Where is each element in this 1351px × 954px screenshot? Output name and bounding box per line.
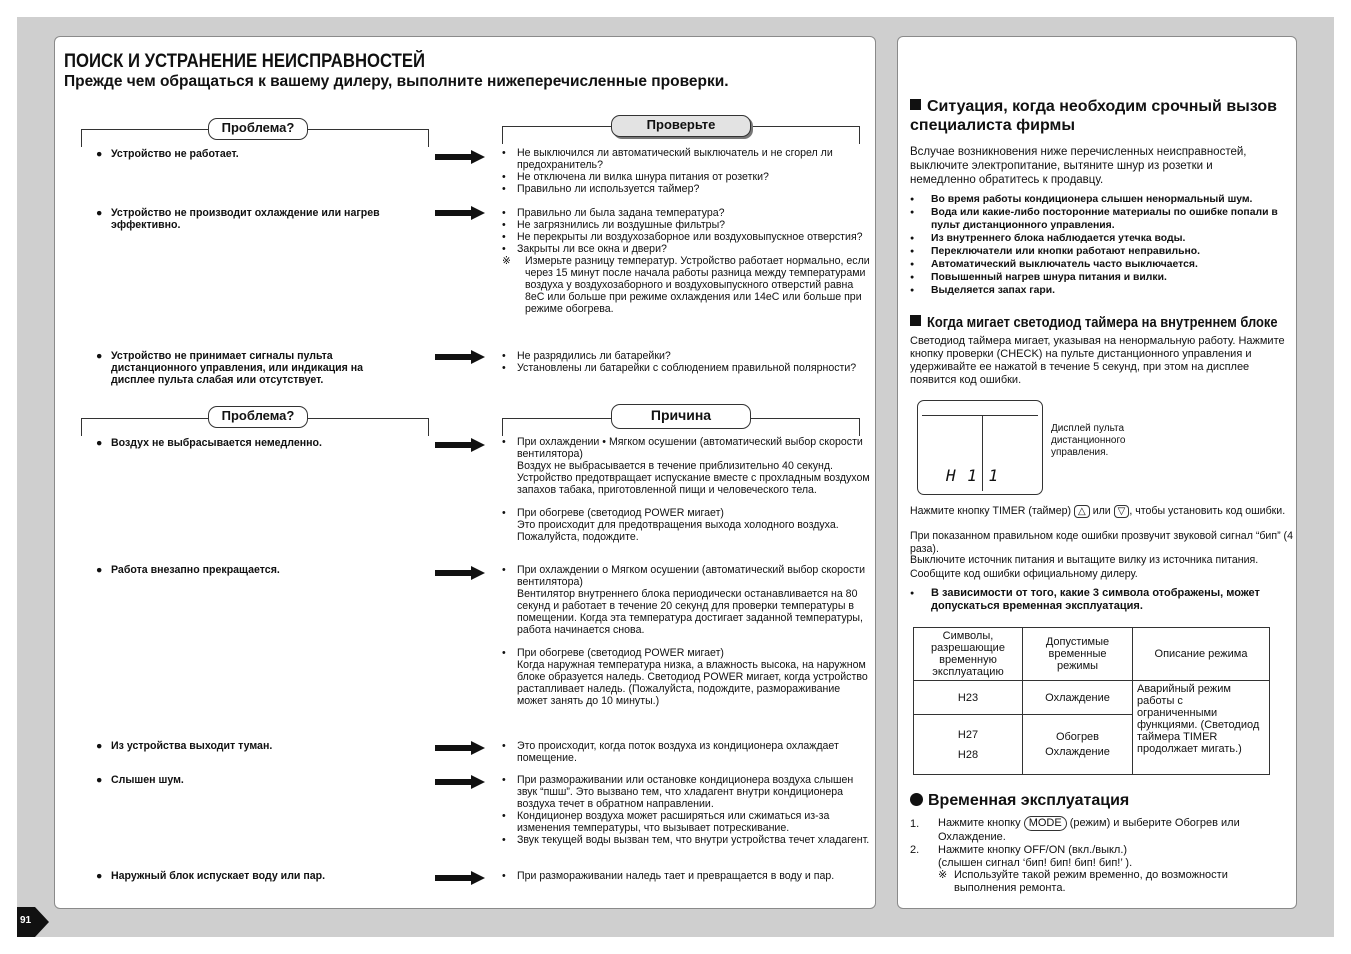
problem-label: Проблема? xyxy=(208,406,308,428)
temp-step-1: 1. Нажмите кнопку MODE (режим) и выберите Обогрев или Охлаждение. xyxy=(910,817,1240,843)
answer-list xyxy=(502,774,872,846)
answer-item: • Не отключена ли вилка шнура питания от розетки? xyxy=(502,171,872,183)
table-header: Допустимые временные режимы xyxy=(1023,628,1133,681)
square-bullet-icon xyxy=(910,99,921,110)
urgent-intro: Вслучае возникновения ниже перечисленных неисправностей, выключите электропитание, вытяните шнур из розетки и немедленно обратитесь к продавцу. xyxy=(910,146,1247,186)
urgent-heading: Ситуация, когда необходим срочный вызов специалиста фирмы xyxy=(910,98,1277,134)
square-bullet-icon xyxy=(910,315,921,326)
table-header: Символы, разрешающие временную эксплуатацию xyxy=(914,628,1023,681)
answer-item: • Не загрязнились ли воздушные фильтры? xyxy=(502,219,872,231)
check-label: Проверьте xyxy=(611,115,751,137)
urgent-list xyxy=(910,193,1285,297)
timer-heading: Когда мигает светодиод таймера на внутреннем блоке xyxy=(910,313,1310,332)
answer-item: • Установлены ли батарейки с соблюдением правильной полярности? xyxy=(502,362,872,374)
answer-list xyxy=(502,564,872,707)
mode-cell: Обогрев Охлаждение xyxy=(1023,715,1133,775)
code-cell: H23 xyxy=(914,681,1023,715)
problem-item: ● Устройство не производит охлаждение или нагрев эффективно. xyxy=(96,207,380,231)
page-background xyxy=(17,17,1334,937)
service-panel xyxy=(897,36,1297,909)
error-code-display: H 1 1 xyxy=(946,466,1000,485)
answer-item: • Не выключился ли автоматический выключатель и не сгорел ли предохранитель? xyxy=(502,147,872,171)
problem-item: ● Слышен шум. xyxy=(96,774,184,786)
answer-item: • Правильно ли была задана температура? xyxy=(502,207,872,219)
down-key-icon: ▽ xyxy=(1114,505,1130,518)
timer-intro: Светодиод таймера мигает, указывая на ненормальную работу. Нажмите кнопку проверки (CHECK) на пульте дистанционного управления и удерживайте ее нажатой в течение 5 секунд, при этом на дисплее появится код ошибки. xyxy=(910,335,1285,386)
answer-item: • При обогреве (светодиод POWER мигает) Когда наружная температура низка, а влажность высока, на наружном блоке образуется наледь. Светодиод POWER мигает, когда устройство растапливает наледь. (Пожалуйста, подождите, размораживание может занять до 10 минуты.) xyxy=(502,647,872,707)
problem-item: ● Устройство не принимает сигналы пульта дистанционного управления, или индикация на дисплее пульта слабая или отсутствует. xyxy=(96,350,364,386)
arrow-icon xyxy=(435,206,485,220)
code-cell: H27 H28 xyxy=(914,715,1023,775)
urgent-item: ● Из внутреннего блока наблюдается утечка воды. xyxy=(910,232,1285,245)
mode-cell: Охлаждение xyxy=(1023,681,1133,715)
timer-step: Нажмите кнопку TIMER (таймер) △ или ▽ , чтобы установить код ошибки. xyxy=(910,505,1286,517)
answer-item: • При обогреве (светодиод POWER мигает) Это происходит для предотвращения выхода холодного воздуха. Пожалуйста, подождите. xyxy=(502,507,872,543)
answer-item: • Не разрядились ли батарейки? xyxy=(502,350,872,362)
answer-item: • Это происходит, когда поток воздуха из кондиционера охлаждает помещение. xyxy=(502,740,872,764)
urgent-item: ● Во время работы кондиционера слышен ненормальный шум. xyxy=(910,193,1285,206)
timer-step: Сообщите код ошибки официальному дилеру. xyxy=(910,568,1138,580)
arrow-icon xyxy=(435,741,485,755)
temp-step-2: 2. Нажмите кнопку OFF/ON (вкл./выкл.) (слышен сигнал ‘бип! бип! бип! бип!’ ). xyxy=(910,844,1133,869)
urgent-item: ● Автоматический выключатель часто выключается. xyxy=(910,258,1285,271)
urgent-item: ● Вода или какие-либо посторонние материалы по ошибке попали в пульт дистанционного управления. xyxy=(910,206,1285,232)
answer-item: • При охлаждении о Мягком осушении (автоматический выбор скорости вентилятора) Вентилятор внутреннего блока периодически останавливается на 80 секунд и работает в течение 20 секунд для проверки температуры в помещении. Когда эта температура достигает заданной температуры, работа начинается снова. xyxy=(502,564,872,636)
problem-item: ● Наружный блок испускает воду или пар. xyxy=(96,870,326,882)
arrow-icon xyxy=(435,871,485,885)
table-header: Описание режима xyxy=(1133,628,1270,681)
answer-item: • Звук текущей воды вызван тем, что внутри устройства течет хладагент. xyxy=(502,834,872,846)
display-caption: Дисплей пульта дистанционного управления. xyxy=(1051,423,1126,458)
answer-list xyxy=(502,147,872,195)
answer-item: • При размораживании или остановке кондиционера воздуха слышен звук “пшш”. Это вызвано тем, что хладагент внутри кондиционера воздуха течет в обратном направлении. xyxy=(502,774,872,810)
timer-step: При показанном правильном коде ошибки прозвучит звуковой сигнал “бип” (4 раза). xyxy=(910,530,1293,555)
problem-label: Проблема? xyxy=(208,118,308,140)
arrow-icon xyxy=(435,566,485,580)
answer-list xyxy=(502,870,872,882)
answer-item: • Кондиционер воздуха может расширяться или сжиматься из-за изменения температуры, что вызывает потрескивание. xyxy=(502,810,872,834)
timer-step: Выключите источник питания и вытащите вилку из источника питания. xyxy=(910,554,1259,566)
note-item: ※ Измерьте разницу температур. Устройство работает нормально, если через 15 минут после начала работы разница между температурами воздуха у воздухозаборного и воздуховыпускного отверстий равна 8еС или больше при режиме охлаждения или 14еС или больше при режиме обогрева. xyxy=(502,255,872,315)
arrow-icon xyxy=(435,775,485,789)
remote-display xyxy=(917,400,1043,495)
answer-list xyxy=(502,740,872,764)
answer-item: • Не перекрыты ли воздухозаборное или воздуховыпускное отверстия? xyxy=(502,231,872,243)
problem-item: ● Воздух не выбрасывается немедленно. xyxy=(96,437,322,449)
answer-item: • Закрыты ли все окна и двери? xyxy=(502,243,872,255)
temp-note: ※ Используйте такой режим временно, до возможности выполнения ремонта. xyxy=(938,869,1228,894)
problem-item: ● Из устройства выходит туман. xyxy=(96,740,273,752)
up-key-icon: △ xyxy=(1074,505,1090,518)
page-number: 91 xyxy=(20,915,32,926)
temp-heading: Временная эксплуатация xyxy=(910,791,1290,810)
answer-item: • При размораживании наледь тает и превращается в воду и пар. xyxy=(502,870,872,882)
answer-list xyxy=(502,207,872,315)
cause-label: Причина xyxy=(611,404,751,429)
answer-item: • Правильно ли используется таймер? xyxy=(502,183,872,195)
page-title: ПОИСК И УСТРАНЕНИЕ НЕИСПРАВНОСТЕЙ xyxy=(64,51,426,72)
description-cell: Аварийный режим работы с ограниченными функциями. (Светодиод таймера TIMER продолжает мигать.) xyxy=(1133,681,1270,775)
mode-key-icon: MODE xyxy=(1024,816,1067,831)
urgent-item: ● Выделяется запах гари. xyxy=(910,284,1285,297)
urgent-item: ● Повышенный нагрев шнура питания и вилки. xyxy=(910,271,1285,284)
circle-bullet-icon xyxy=(910,793,923,806)
answer-list xyxy=(502,350,872,374)
page-subtitle: Прежде чем обращаться к вашему дилеру, выполните нижеперечисленные проверки. xyxy=(64,73,729,90)
arrow-icon xyxy=(435,438,485,452)
arrow-icon xyxy=(435,350,485,364)
answer-item: • При охлаждении • Мягком осушении (автоматический выбор скорости вентилятора) Воздух не выбрасывается в течение приблизительно 40 секунд. Устройство предотвращает испускание вместе с прохладным воздухом запахов табака, приготовленной пищи и человеческого тела. xyxy=(502,436,872,496)
error-code-table xyxy=(913,627,1270,775)
problem-item: ● Работа внезапно прекращается. xyxy=(96,564,280,576)
answer-list xyxy=(502,436,872,543)
arrow-icon xyxy=(435,150,485,164)
troubleshooting-panel xyxy=(54,36,876,909)
problem-item: ● Устройство не работает. xyxy=(96,148,239,160)
urgent-item: ● Переключатели или кнопки работают неправильно. xyxy=(910,245,1285,258)
temp-note: ● В зависимости от того, какие 3 символа отображены, может допускаться временная эксплуатация. xyxy=(910,587,1295,613)
